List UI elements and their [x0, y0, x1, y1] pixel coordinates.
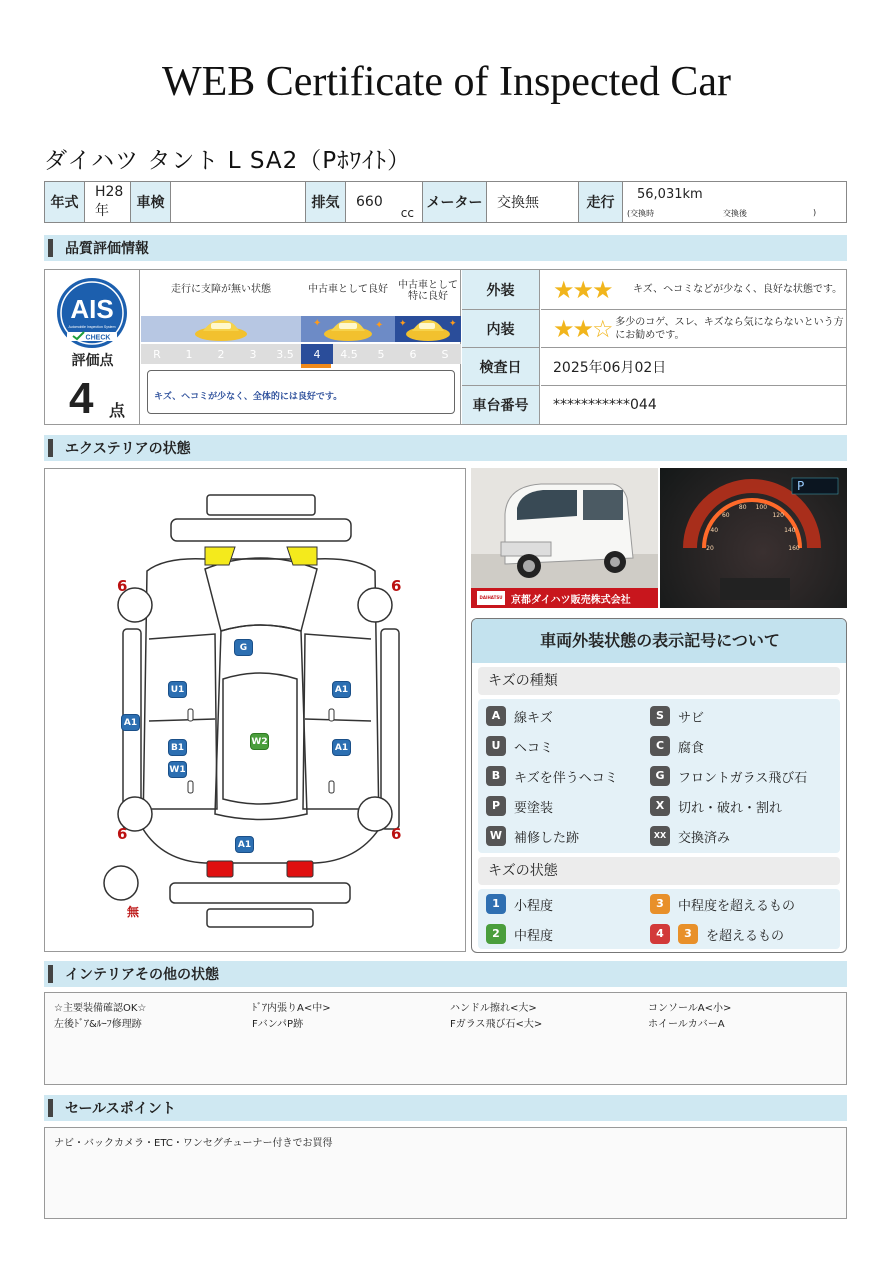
displacement-unit: cc	[400, 206, 414, 220]
score-label: 評価点	[71, 353, 114, 369]
legend-type-label: 線キズ	[514, 710, 553, 726]
exterior-label: 外装	[462, 270, 540, 310]
legend-state-code: 4	[650, 924, 670, 944]
meter-photo	[660, 468, 847, 608]
legend-title: 車両外装状態の表示記号について	[472, 619, 847, 663]
damage-mark: A1	[235, 836, 254, 853]
legend-type-label: 交換済み	[678, 830, 731, 846]
mileage-value: 56,031km	[637, 187, 703, 202]
sales-text: ナビ・バックカメラ・ETC・ワンセグチューナー付きでお買得	[54, 1138, 333, 1149]
damage-mark: U1	[168, 681, 187, 698]
legend-type-code: C	[650, 736, 670, 756]
mileage-sub1: (交換時	[627, 209, 655, 218]
rating-step: 3	[249, 347, 257, 361]
speed-label: 60	[721, 512, 730, 520]
ais-logo-sub: Automobile Inspection System	[68, 325, 116, 329]
legend-type-item	[486, 701, 553, 731]
ais-logo-icon	[53, 276, 131, 350]
displacement-cell	[346, 182, 423, 222]
score-unit: 点	[109, 401, 126, 420]
interior-item: Fガラス飛び石<大>	[450, 1019, 543, 1030]
car-photo-exterior	[471, 468, 658, 608]
date-value: 2025年06月02日	[541, 348, 847, 386]
damage-mark: B1	[168, 739, 187, 756]
damage-mark: W2	[250, 733, 269, 750]
legend-state-label: 小程度	[514, 898, 554, 914]
legend-type-label: 補修した跡	[514, 830, 580, 846]
legend-state-code: 3	[650, 894, 670, 914]
quality-panel	[44, 269, 847, 425]
legend-type-code: P	[486, 796, 506, 816]
interior-item: コンソールA<小>	[648, 1003, 732, 1014]
rating-step: 5	[377, 347, 385, 361]
legend-state-item	[650, 889, 795, 919]
year-value: H28年	[85, 182, 131, 222]
svg-text:✦: ✦	[399, 319, 407, 329]
rating-step: R	[153, 347, 161, 361]
legend-type-label: 腐食	[678, 740, 705, 756]
rating-step: 2	[217, 347, 225, 361]
legend-state-item	[486, 919, 553, 949]
rating-scale	[141, 270, 461, 424]
ais-logo-text: AIS	[70, 294, 114, 324]
zone2-label: 中古車として良好	[308, 284, 388, 295]
exterior-stars-icon: ★★★	[553, 275, 612, 304]
legend-type-item	[486, 731, 553, 761]
car-name: ダイハツ タント L SA2（Pﾎﾜｲﾄ）	[44, 148, 412, 174]
legend-states-grid	[478, 889, 840, 949]
mileage-sub3: )	[813, 208, 817, 217]
legend-type-code: S	[650, 706, 670, 726]
legend-type-label: 要塗装	[514, 800, 554, 816]
rating-step: 3.5	[276, 347, 294, 361]
interior-item: 左後ﾄﾞｱ&ﾙｰﾌ修理跡	[54, 1019, 142, 1030]
damage-mark: A1	[332, 739, 351, 756]
legend-type-label: サビ	[678, 710, 705, 726]
damage-mark: A1	[332, 681, 351, 698]
legend-type-code: X	[650, 796, 670, 816]
legend-type-item	[650, 701, 704, 731]
legend-panel	[471, 618, 847, 953]
interior-stars-icon: ★★☆	[553, 314, 612, 343]
interior-item: ホイールカバーA	[648, 1019, 725, 1030]
year-label: 年式	[45, 182, 85, 222]
legend-state-label: を超えるもの	[706, 928, 785, 944]
legend-state-item	[650, 919, 784, 949]
legend-type-item	[650, 791, 782, 821]
legend-types-grid	[478, 699, 840, 853]
legend-state-label: 中程度を超えるもの	[678, 898, 796, 914]
damage-mark: W1	[168, 761, 187, 778]
section-interior: インテリアその他の状態	[44, 961, 847, 987]
spec-table	[44, 181, 847, 223]
score-value: 4	[69, 374, 94, 423]
legend-type-code: G	[650, 766, 670, 786]
interior-item: ハンドル擦れ<大>	[450, 1003, 537, 1014]
legend-type-item	[650, 731, 704, 761]
interior-item: ﾄﾞｱ内張りA<中>	[252, 1003, 331, 1014]
car-damage-diagram	[44, 468, 466, 952]
damage-mark: A1	[121, 714, 140, 731]
meter-value: 交換無	[487, 182, 579, 222]
legend-state-code: 2	[486, 924, 506, 944]
legend-types-title: キズの種類	[478, 667, 840, 695]
legend-type-code: W	[486, 826, 506, 846]
section-exterior: エクステリアの状態	[44, 435, 847, 461]
tire-depth-fl: 6	[117, 577, 128, 595]
inspection-value	[171, 182, 306, 222]
zone1-label: 走行に支障が無い状態	[171, 284, 271, 295]
legend-state-code2: 3	[678, 924, 698, 944]
rating-comment: キズ、ヘコミが少なく、全体的には良好です。	[147, 370, 455, 414]
dealer-banner	[471, 588, 658, 608]
exterior-value	[541, 270, 847, 310]
mileage-cell	[623, 182, 846, 222]
displacement-value: 660	[356, 194, 383, 210]
speed-label: 100	[755, 504, 768, 512]
legend-type-label: フロントガラス飛び石	[678, 770, 808, 786]
interior-item: FバンパP跡	[252, 1019, 304, 1030]
rating-step: 4.5	[340, 347, 358, 361]
rating-step: 4	[301, 344, 333, 364]
legend-type-item	[650, 761, 807, 791]
damage-mark: G	[234, 639, 253, 656]
legend-type-code: XX	[650, 826, 670, 846]
legend-state-code: 1	[486, 894, 506, 914]
legend-type-item	[650, 821, 730, 851]
legend-type-label: キズを伴うヘコミ	[514, 770, 618, 786]
legend-type-item	[486, 821, 579, 851]
svg-text:✦: ✦	[375, 320, 384, 331]
meter-label: メーター	[423, 182, 487, 222]
chassis-value: ***********044	[553, 397, 657, 413]
zone1-car-icon	[141, 316, 301, 342]
date-label: 検査日	[462, 348, 540, 386]
ais-logo-check: CHECK	[85, 334, 111, 342]
zone3-car-icon	[395, 316, 461, 342]
legend-type-label: 切れ・破れ・割れ	[678, 800, 783, 816]
svg-text:✦: ✦	[449, 319, 457, 329]
zone2-car-icon	[301, 316, 395, 342]
speed-label: 20	[706, 545, 714, 552]
spare-tire-status: 無	[127, 905, 140, 919]
speed-label: 80	[738, 504, 747, 512]
ais-box	[45, 270, 140, 424]
tire-depth-rl: 6	[117, 825, 128, 843]
speed-label: 160	[788, 545, 800, 552]
speed-label: 140	[784, 526, 796, 534]
legend-type-code: U	[486, 736, 506, 756]
daihatsu-logo-icon: DAIHATSU	[477, 591, 505, 605]
tire-depth-fr: 6	[391, 577, 402, 595]
rating-bar	[141, 344, 461, 364]
section-quality: 品質評価情報	[44, 235, 847, 261]
displacement-label: 排気	[306, 182, 346, 222]
rating-step: 1	[185, 347, 193, 361]
gear-indicator: P	[797, 479, 805, 493]
car-photo-icon	[471, 468, 658, 588]
legend-type-code: B	[486, 766, 506, 786]
interior-item: ☆主要装備確認OK☆	[54, 1003, 147, 1014]
legend-type-item	[486, 791, 553, 821]
interior-label: 内装	[462, 310, 540, 348]
rating-step: S	[441, 347, 449, 361]
speedometer-icon	[660, 468, 847, 608]
zone3-label: 中古車として特に良好	[398, 280, 458, 302]
legend-type-item	[486, 761, 618, 791]
exterior-text: キズ、ヘコミなどが少なく、良好な状態です。	[633, 284, 843, 295]
svg-text:✦: ✦	[313, 318, 322, 329]
legend-type-code: A	[486, 706, 506, 726]
legend-states-title: キズの状態	[478, 857, 840, 885]
legend-type-label: ヘコミ	[514, 740, 554, 756]
speed-label: 120	[772, 512, 784, 520]
speed-label: 40	[710, 526, 719, 534]
interior-box	[44, 992, 847, 1085]
mileage-label: 走行	[579, 182, 623, 222]
rating-pointer	[301, 364, 331, 368]
legend-state-item	[486, 889, 553, 919]
section-sales: セールスポイント	[44, 1095, 847, 1121]
tire-depth-rr: 6	[391, 825, 402, 843]
interior-text: 多少のコゲ、スレ、キズなら気にならないという方にお勧めです。	[615, 316, 844, 341]
mileage-sub2: 交換後	[723, 209, 747, 218]
chassis-label: 車台番号	[462, 386, 540, 424]
sales-box	[44, 1127, 847, 1219]
dealer-name: 京都ダイハツ販売株式会社	[511, 594, 631, 606]
page-title: WEB Certificate of Inspected Car	[161, 59, 732, 105]
legend-state-label: 中程度	[514, 928, 554, 944]
car-outline-icon	[45, 469, 465, 951]
rating-step: 6	[409, 347, 417, 361]
inspection-label: 車検	[131, 182, 171, 222]
interior-value	[541, 310, 847, 348]
